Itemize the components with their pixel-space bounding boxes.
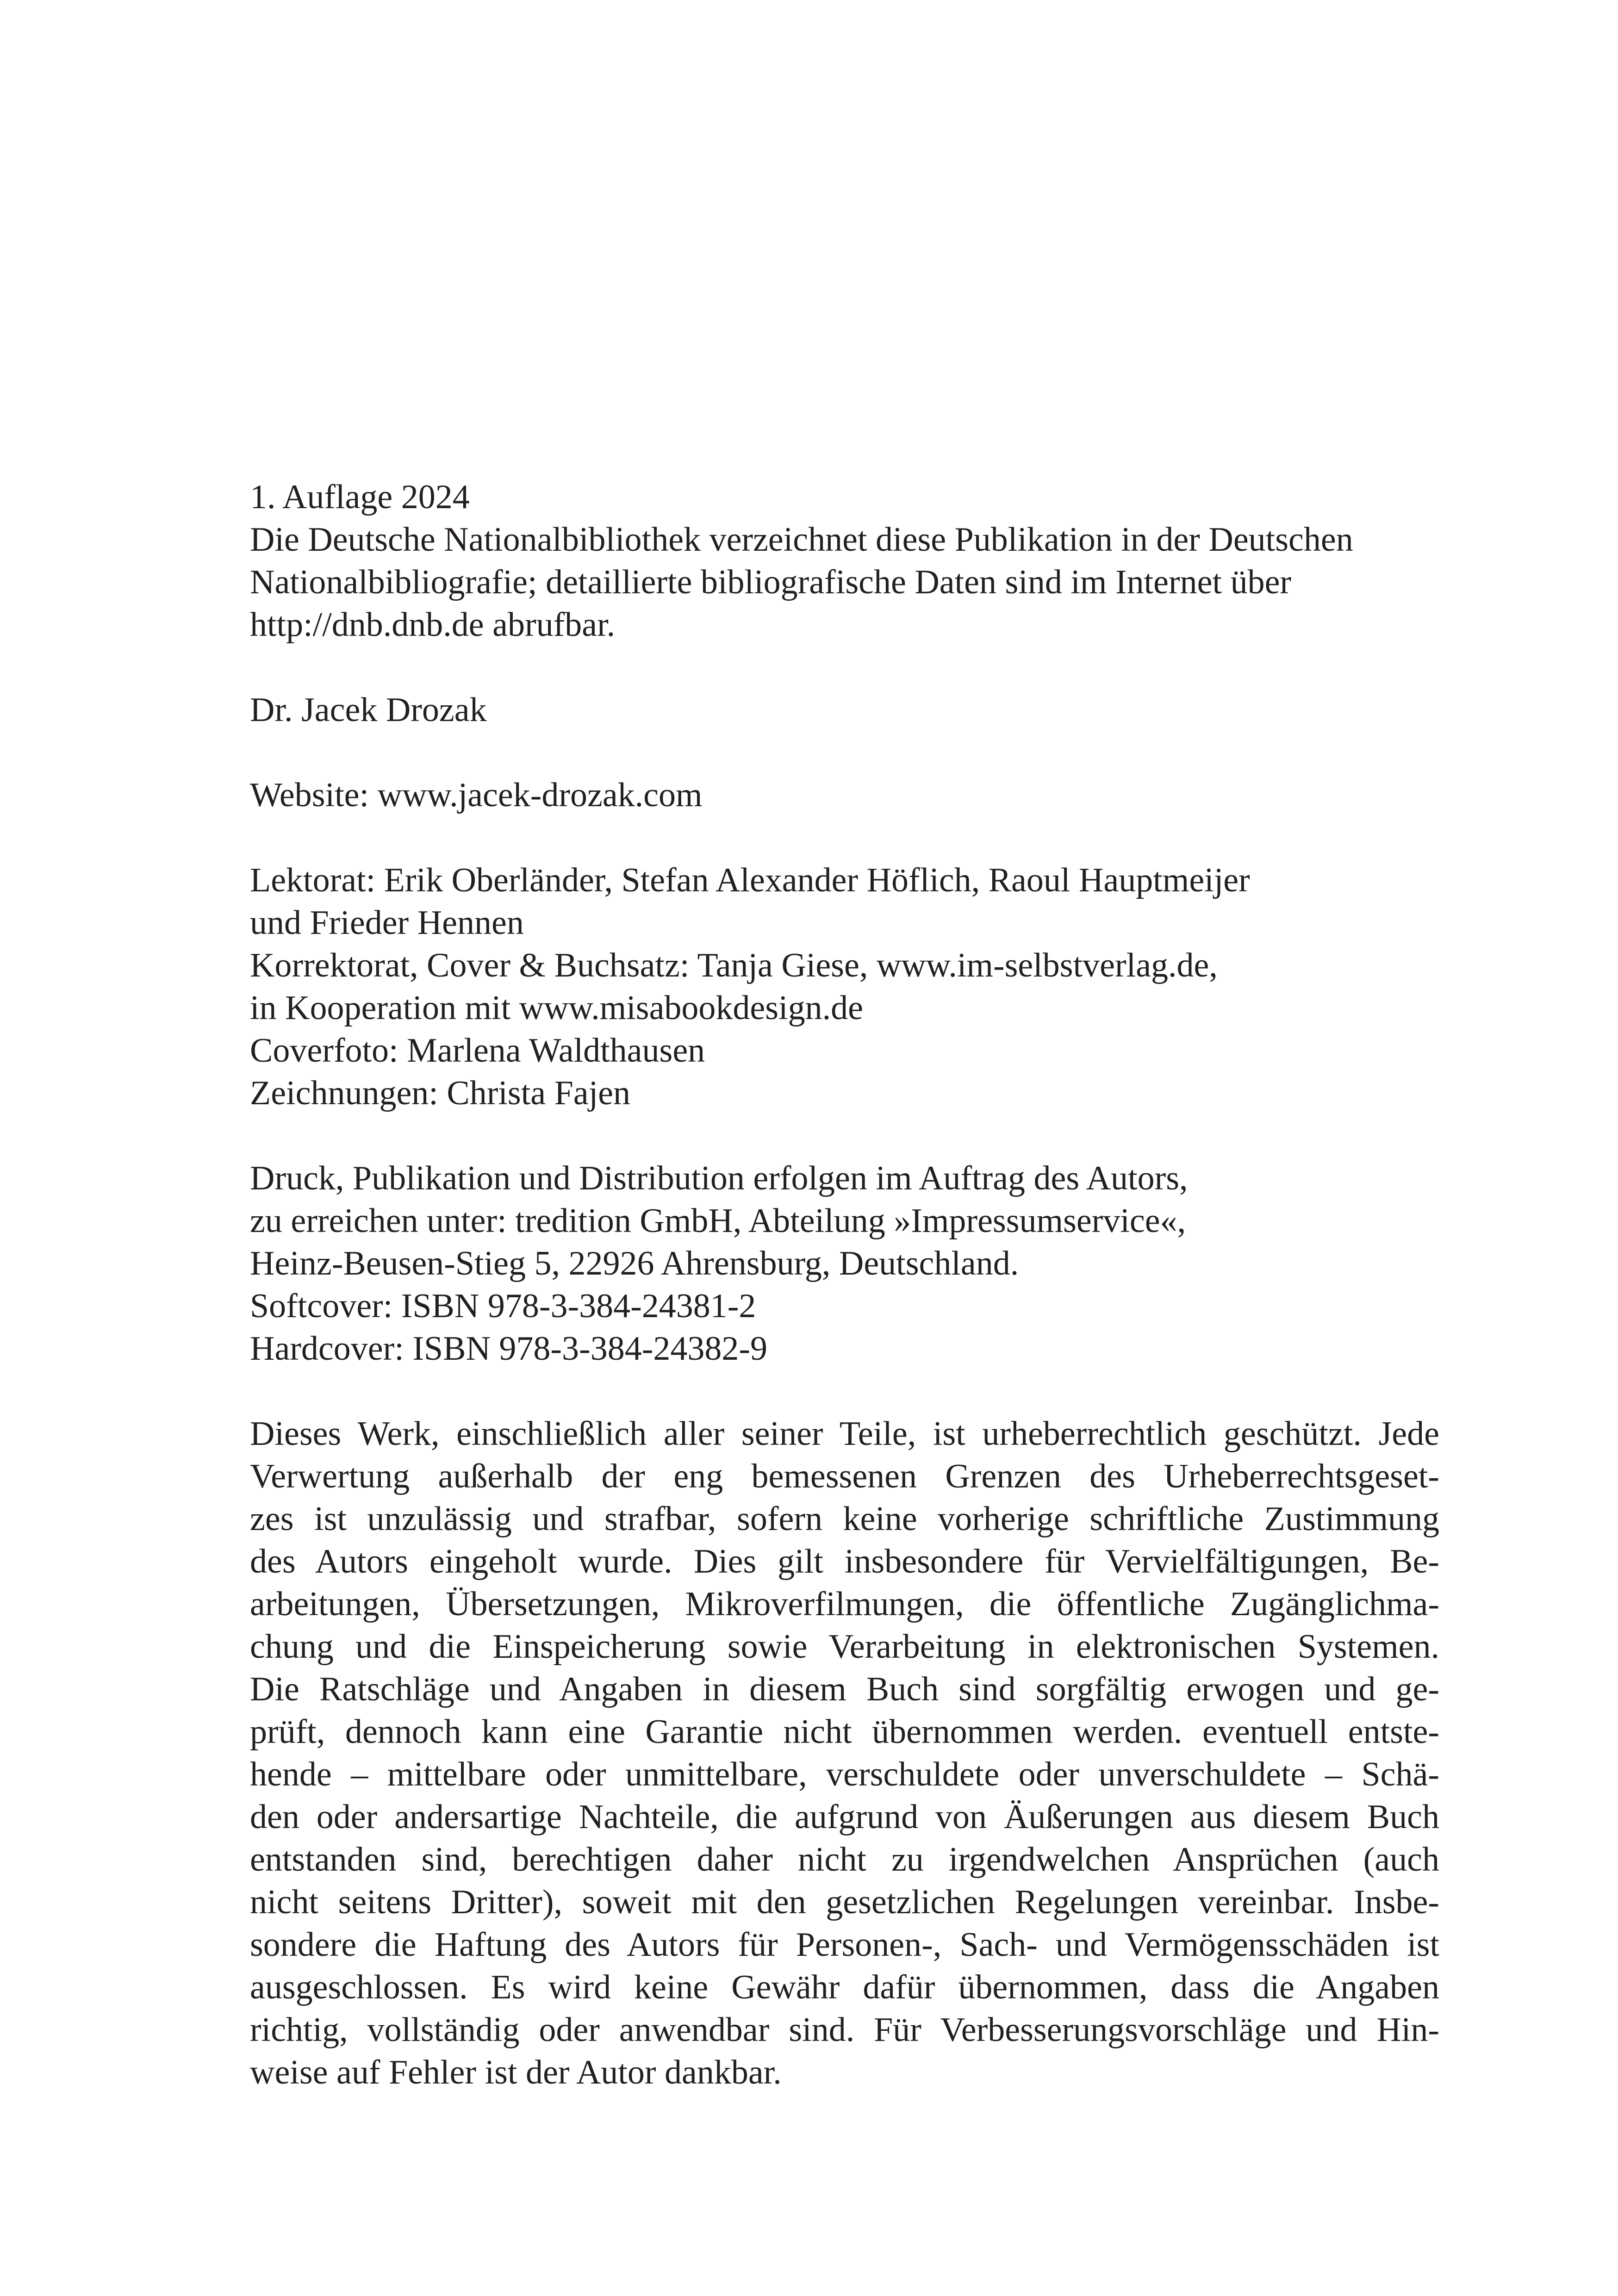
imprint-text-block xyxy=(250,476,1439,2136)
credits-line: Korrektorat, Cover & Buchsatz: Tanja Giese, www.im-selbstverlag.de, xyxy=(250,946,1218,984)
dnb-notice-line: Die Deutsche Nationalbibliothek verzeichnet diese Publikation in der Deutschen xyxy=(250,521,1353,559)
edition-line: 1. Auflage 2024 xyxy=(250,478,470,516)
credits-line: Zeichnungen: Christa Fajen xyxy=(250,1074,631,1112)
edition-and-dnb-notice xyxy=(250,476,1439,646)
credits-line: in Kooperation mit www.misabookdesign.de xyxy=(250,989,863,1027)
credits-line: Coverfoto: Marlena Waldthausen xyxy=(250,1032,705,1070)
website-line: Website: www.jacek-drozak.com xyxy=(250,776,703,814)
legal-line: ausgeschlossen. Es wird keine Gewähr dafür übernommen, dass die Angaben xyxy=(250,1968,1439,2006)
publisher-line: Druck, Publikation und Distribution erfolgen im Auftrag des Autors, xyxy=(250,1159,1188,1197)
author-website xyxy=(250,774,1439,816)
legal-line: prüft, dennoch kann eine Garantie nicht übernommen werden. eventuell entste- xyxy=(250,1713,1439,1751)
legal-line: zes ist unzulässig und strafbar, sofern keine vorherige schriftliche Zustimmung xyxy=(250,1500,1439,1538)
legal-line: richtig, vollständig oder anwendbar sind. Für Verbesserungsvorschläge und Hin- xyxy=(250,2011,1439,2049)
credits xyxy=(250,859,1439,1114)
credits-line: und Frieder Hennen xyxy=(250,904,524,942)
legal-line: Verwertung außerhalb der eng bemessenen Grenzen des Urheberrechtsgeset- xyxy=(250,1457,1439,1495)
publisher-line: Heinz-Beusen-Stieg 5, 22926 Ahrensburg, Deutschland. xyxy=(250,1244,1019,1282)
credits-line: Lektorat: Erik Oberländer, Stefan Alexander Höflich, Raoul Hauptmeijer xyxy=(250,861,1250,899)
author-line: Dr. Jacek Drozak xyxy=(250,691,487,729)
legal-line: nicht seitens Dritter), soweit mit den gesetzlichen Regelungen vereinbar. Insbe- xyxy=(250,1883,1439,1921)
author-name xyxy=(250,689,1439,731)
isbn-hardcover: Hardcover: ISBN 978-3-384-24382-9 xyxy=(250,1330,767,1368)
legal-line: den oder andersartige Nachteile, die aufgrund von Äußerungen aus diesem Buch xyxy=(250,1798,1439,1836)
legal-line: des Autors eingeholt wurde. Dies gilt insbesondere für Vervielfältigungen, Be- xyxy=(250,1543,1439,1580)
legal-line: chung und die Einspeicherung sowie Verarbeitung in elektronischen Systemen. xyxy=(250,1628,1439,1666)
dnb-notice-line: http://dnb.dnb.de abrufbar. xyxy=(250,606,616,644)
legal-line: Dieses Werk, einschließlich aller seiner Teile, ist urheberrechtlich geschützt. Jede xyxy=(250,1415,1439,1453)
legal-notice xyxy=(250,1412,1439,2094)
legal-line: arbeitungen, Übersetzungen, Mikroverfilmungen, die öffentliche Zugänglichma- xyxy=(250,1585,1439,1623)
publisher-line: zu erreichen unter: tredition GmbH, Abteilung »Impressumservice«, xyxy=(250,1202,1186,1240)
dnb-notice-line: Nationalbibliografie; detaillierte bibliografische Daten sind im Internet über xyxy=(250,563,1292,601)
legal-line: hende – mittelbare oder unmittelbare, verschuldete oder unverschuldete – Schä- xyxy=(250,1755,1439,1793)
legal-line: sondere die Haftung des Autors für Personen-, Sach- und Vermögensschäden ist xyxy=(250,1926,1439,1964)
legal-line: weise auf Fehler ist der Autor dankbar. xyxy=(250,2053,782,2091)
legal-line: entstanden sind, berechtigen daher nicht zu irgendwelchen Ansprüchen (auch xyxy=(250,1841,1439,1879)
publisher-info xyxy=(250,1157,1439,1370)
isbn-softcover: Softcover: ISBN 978-3-384-24381-2 xyxy=(250,1287,756,1325)
legal-line: Die Ratschläge und Angaben in diesem Buch sind sorgfältig erwogen und ge- xyxy=(250,1670,1439,1708)
